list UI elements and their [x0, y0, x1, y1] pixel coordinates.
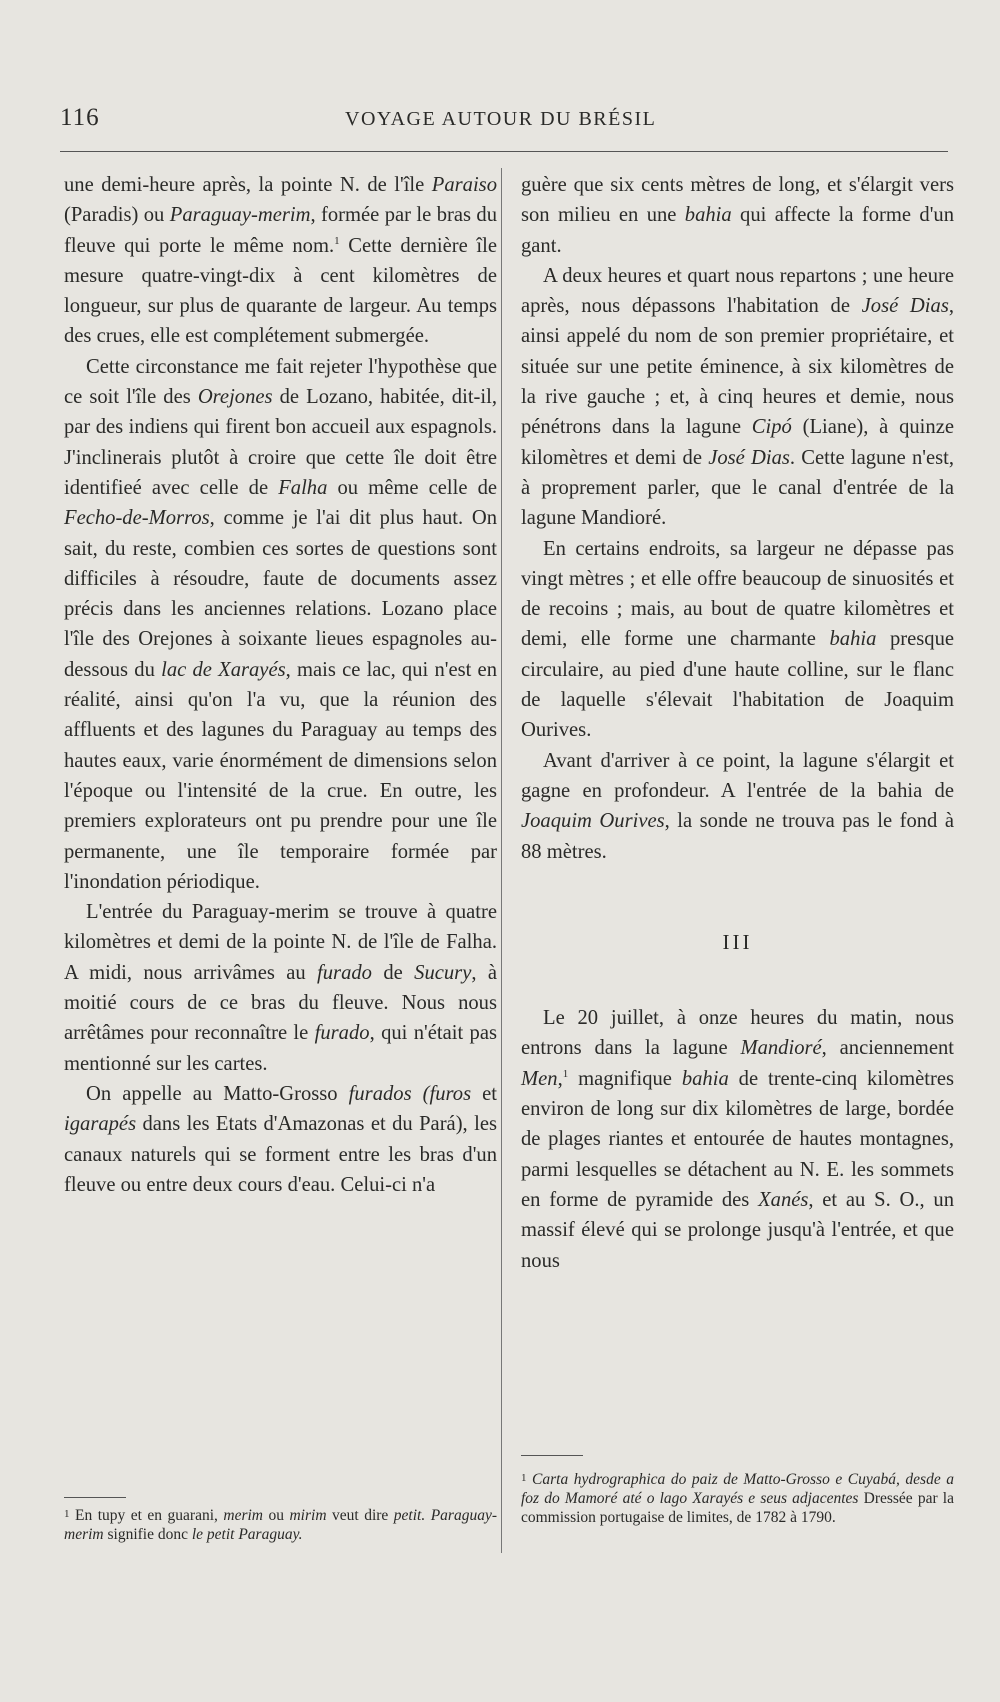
section-heading: III [722, 929, 753, 954]
paragraph: Avant d'arriver à ce point, la lagune s'élargit et gagne en profondeur. A l'entrée de la bahia de Joaquim Ourives, la sonde ne trouva pas le fond à 88 mètres. [521, 749, 954, 863]
running-title: VOYAGE AUTOUR DU BRÉSIL [345, 108, 657, 130]
page-number: 116 [60, 104, 100, 131]
footnote-right: 1 Carta hydrographica do paiz de Matto-Grosso e Cuyabá, desde a foz do Mamoré até o lago Xarayés e seus adjacentes Dressée par la commission portugaise de limites, de 1782 à 1790. [521, 1471, 954, 1526]
paragraph: Le 20 juillet, à onze heures du matin, nous entrons dans la lagune Mandioré, anciennement Men,$^1$ magnifique bahia de trente-cinq kilomètres environ de long sur dix kilomètres de large, bordée de plages riantes et entourée de hautes montagnes, parmi lesquelles se détachent au N. E. les sommets en forme de pyramide des Xanés, et au S. O., un massif élevé qui se prolonge jusqu'à l'entrée, et que nous [521, 1007, 954, 1272]
footnote-ref: 1 [334, 234, 340, 247]
paragraph: En certains endroits, sa largeur ne dépasse pas vingt mètres ; et elle offre beaucoup de sinuosités et de recoins ; mais, au bout de quatre kilomètres et demi, elle forme une charmante bahia presque circulaire, au pied d'une haute colline, sur le flanc de laquelle s'élevait l'habitation de Joaquim Ourives. [521, 537, 955, 742]
column-separator [501, 168, 502, 1553]
header-rule [60, 151, 948, 152]
footnote-rule [521, 1455, 583, 1456]
paragraph: Cette circonstance me fait rejeter l'hypothèse que ce soit l'île des Orejones de Lozano, habitée, dit-il, par des indiens qui firent bon accueil aux espagnols. J'inclinerais plutôt à croire que cette île doit être identifieé avec celle de Falha ou même celle de Fecho-de-Morros, comme je l'ai dit plus haut. On sait, du reste, combien ces sortes de questions sont difficiles à résoudre, faute de documents assez précis dans les anciennes relations. Lozano place l'île des Orejones à soixante lieues espagnoles au-dessous du lac de Xarayés, mais ce lac, qui n'est en réalité, ainsi qu'on l'a vu, que la réunion des affluents et des lagunes du Paraguay au temps des hautes eaux, varie énormément de dimensions selon l'époque ou l'intensité de la crue. En outre, les premiers explorateurs ont pu prendre pour une île permanente, une île temporaire formée par l'inondation périodique. [64, 355, 498, 893]
footnote-rule [64, 1497, 126, 1498]
paragraph: une demi-heure après, la pointe N. de l'île Paraiso (Paradis) ou Paraguay-merim, formée par le bras du fleuve qui porte le même nom.$^1$ Cette dernière île mesure quatre-vingt-dix à cent kilomètres de longueur, sur plus de quarante de largeur. Au temps des crues, elle est complétement submergée. [64, 174, 497, 348]
paragraph: A deux heures et quart nous repartons ; une heure après, nous dépassons l'habitation de José Dias, ainsi appelé du nom de son premier propriétaire, et située sur une petite éminence, à six kilomètres de la rive gauche ; et, à cinq heures et demie, nous pénétrons dans la lagune Cipó (Liane), à quinze kilomètres et demi de José Dias. Cette lagune n'est, à proprement parler, que le canal d'entrée de la lagune Mandioré. [521, 264, 954, 530]
left-column [64, 170, 497, 1200]
footnote-ref: 1 [562, 1067, 569, 1080]
paragraph: guère que six cents mètres de long, et s'élargit vers son milieu en une bahia qui affecte la forme d'un gant. [521, 174, 954, 257]
right-column [521, 170, 954, 1276]
paragraph: On appelle au Matto-Grosso furados (furos et igarapés dans les Etats d'Amazonas et du Pará), les canaux naturels qui se forment entre les bras d'un fleuve ou entre deux cours d'eau. Celui-ci n'a [64, 1082, 497, 1196]
paragraph: L'entrée du Paraguay-merim se trouve à quatre kilomètres et demi de la pointe N. de l'île de Falha. A midi, nous arrivâmes au furado de Sucury, à moitié cours de ce bras du fleuve. Nous nous arrêtâmes pour reconnaître le furado, qui n'était pas mentionné sur les cartes. [64, 901, 498, 1075]
page-header [60, 100, 948, 140]
footnote-left: 1 En tupy et en guarani, merim ou mirim veut dire petit. Paraguay-merim signifie donc le petit Paraguay. [64, 1507, 498, 1543]
